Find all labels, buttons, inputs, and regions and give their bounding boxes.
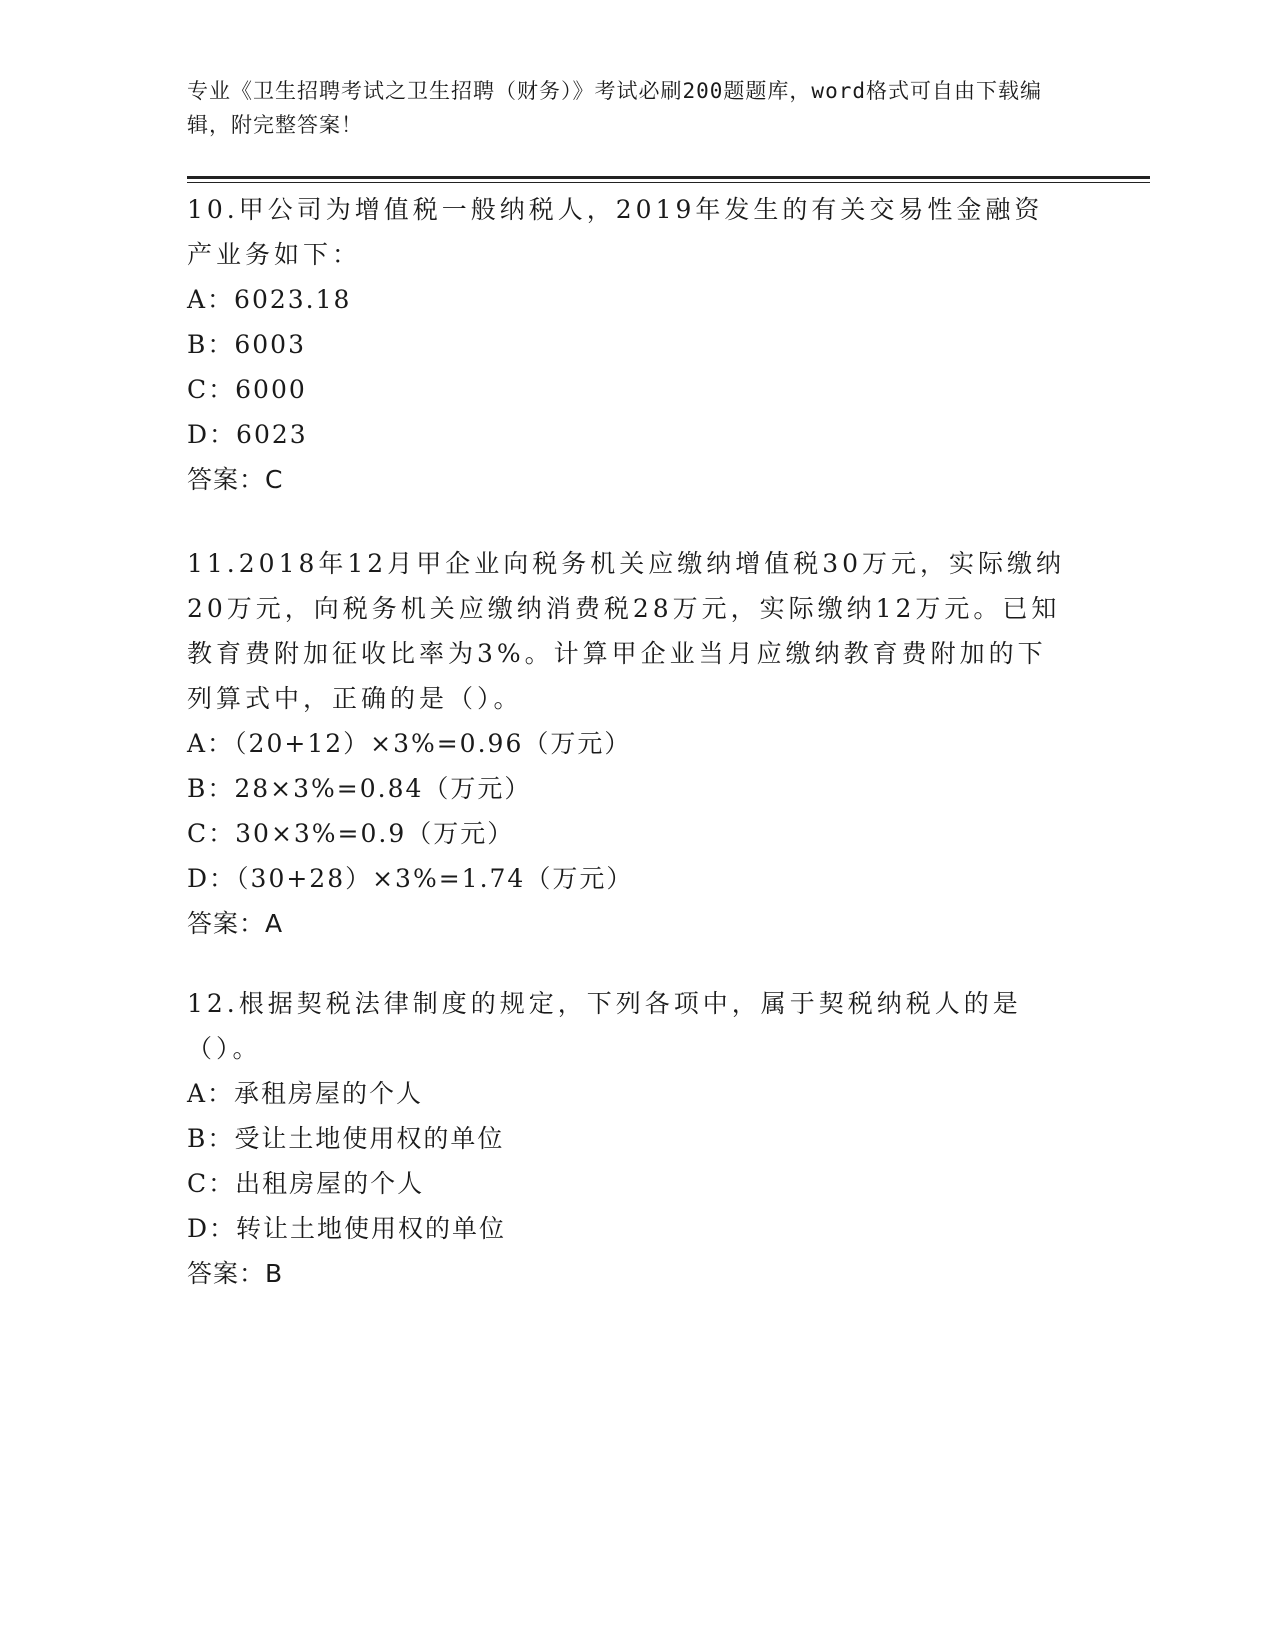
answer: 答案：B	[187, 1259, 284, 1288]
header-divider-thick	[187, 176, 1150, 179]
question-12	[187, 981, 1067, 1296]
option-a: A：6023.18	[187, 285, 352, 314]
header-divider-thin	[187, 182, 1150, 183]
question-stem: 12.根据契税法律制度的规定，下列各项中，属于契税纳税人的是（）。	[187, 989, 1022, 1063]
option-c: C：出租房屋的个人	[187, 1169, 425, 1198]
option-d: D：6023	[187, 420, 308, 449]
option-a: A：（20+12）×3%=0.96（万元）	[187, 729, 632, 758]
answer: 答案：C	[187, 465, 284, 494]
option-a: A：承租房屋的个人	[187, 1079, 424, 1108]
option-c: C：6000	[187, 375, 307, 404]
option-d: D：（30+28）×3%=1.74（万元）	[187, 864, 634, 893]
question-stem: 11.2018年12月甲企业向税务机关应缴纳增值税30万元，实际缴纳20万元，向税务机关应缴纳消费税28万元，实际缴纳12万元。已知教育费附加征收比率为3%。计算甲企业当月应缴纳教育费附加的下列算式中，正确的是（）。	[187, 549, 1066, 713]
answer: 答案：A	[187, 909, 284, 938]
option-b: B：6003	[187, 330, 306, 359]
question-stem: 10.甲公司为增值税一般纳税人，2019年发生的有关交易性金融资产业务如下：	[187, 195, 1044, 269]
question-10	[187, 187, 1067, 502]
question-11	[187, 541, 1067, 946]
option-b: B：受让土地使用权的单位	[187, 1124, 505, 1153]
option-d: D：转让土地使用权的单位	[187, 1214, 507, 1243]
option-c: C：30×3%=0.9（万元）	[187, 819, 515, 848]
document-header: 专业《卫生招聘考试之卫生招聘（财务）》考试必刷200题题库，word格式可自由下载编辑，附完整答案！	[187, 79, 1042, 137]
option-b: B：28×3%=0.84（万元）	[187, 774, 532, 803]
